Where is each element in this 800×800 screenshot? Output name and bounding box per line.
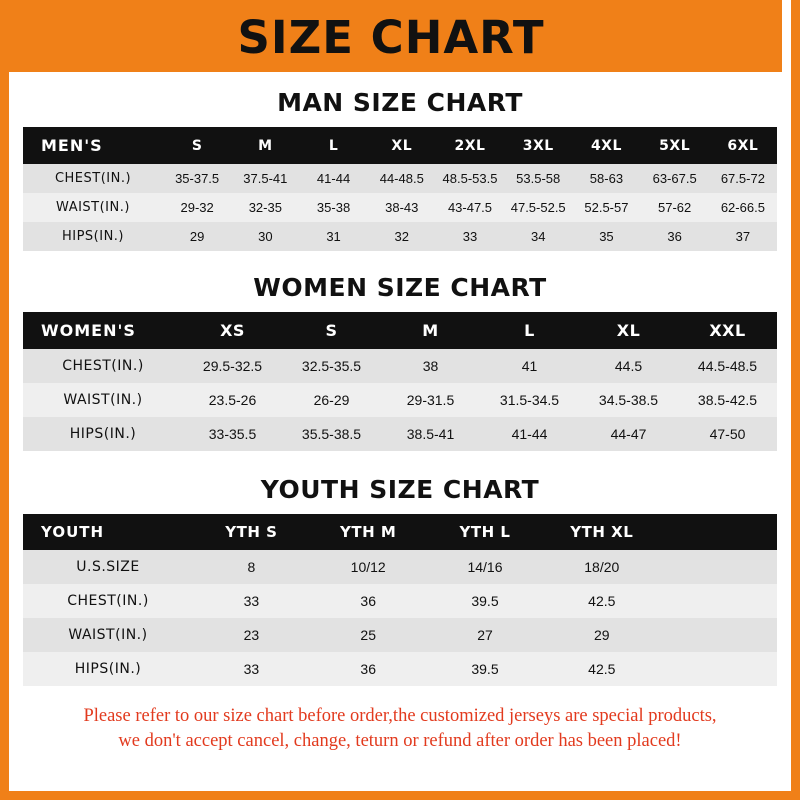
cell: 32.5-35.5: [282, 349, 381, 383]
cell: 38-43: [368, 193, 436, 222]
men-header-xl: XL: [368, 127, 436, 164]
cell: 8: [193, 550, 310, 584]
row-label: HIPS(IN.): [23, 222, 163, 251]
row-label: WAIST(IN.): [23, 193, 163, 222]
table-row: [23, 652, 777, 686]
content-area: [9, 88, 791, 754]
cell: 52.5-57: [572, 193, 640, 222]
women-header-xxl: XXL: [678, 312, 777, 349]
table-row: [23, 222, 777, 251]
cell: 58-63: [572, 164, 640, 193]
page-title: SIZE CHART: [237, 10, 545, 64]
men-header-label: MEN'S: [23, 127, 163, 164]
table-row: [23, 383, 777, 417]
men-header-m: M: [231, 127, 299, 164]
row-label: U.S.SIZE: [23, 550, 193, 584]
cell: 41-44: [299, 164, 367, 193]
cell: 37.5-41: [231, 164, 299, 193]
cell: 44-47: [579, 417, 678, 451]
cell: 30: [231, 222, 299, 251]
women-size-table: [23, 312, 777, 451]
cell: 44-48.5: [368, 164, 436, 193]
women-header-s: S: [282, 312, 381, 349]
men-header-2xl: 2XL: [436, 127, 504, 164]
footer-disclaimer: [23, 704, 777, 754]
cell: [660, 618, 777, 652]
cell: 33-35.5: [183, 417, 282, 451]
cell: 31.5-34.5: [480, 383, 579, 417]
youth-header-spacer: [660, 514, 777, 550]
youth-header-l: YTH L: [427, 514, 544, 550]
header-banner: [0, 0, 782, 72]
cell: 44.5-48.5: [678, 349, 777, 383]
cell: 33: [436, 222, 504, 251]
table-header-row: [23, 514, 777, 550]
cell: 47-50: [678, 417, 777, 451]
cell: 38: [381, 349, 480, 383]
youth-header-s: YTH S: [193, 514, 310, 550]
table-row: [23, 550, 777, 584]
cell: 39.5: [427, 584, 544, 618]
cell: 38.5-41: [381, 417, 480, 451]
cell: 53.5-58: [504, 164, 572, 193]
row-label: CHEST(IN.): [23, 349, 183, 383]
cell: 47.5-52.5: [504, 193, 572, 222]
table-row: [23, 584, 777, 618]
cell: 63-67.5: [641, 164, 709, 193]
cell: 39.5: [427, 652, 544, 686]
cell: 35.5-38.5: [282, 417, 381, 451]
man-section-title: MAN SIZE CHART: [277, 88, 523, 117]
row-label: CHEST(IN.): [23, 584, 193, 618]
cell: 27: [427, 618, 544, 652]
men-header-l: L: [299, 127, 367, 164]
table-row: [23, 193, 777, 222]
cell: 29: [543, 618, 660, 652]
cell: 32-35: [231, 193, 299, 222]
women-header-l: L: [480, 312, 579, 349]
row-label: HIPS(IN.): [23, 652, 193, 686]
row-label: CHEST(IN.): [23, 164, 163, 193]
cell: 29-31.5: [381, 383, 480, 417]
cell: 35-38: [299, 193, 367, 222]
cell: 38.5-42.5: [678, 383, 777, 417]
cell: 34.5-38.5: [579, 383, 678, 417]
men-header-3xl: 3XL: [504, 127, 572, 164]
cell: [660, 584, 777, 618]
cell: 57-62: [641, 193, 709, 222]
table-header-row: [23, 127, 777, 164]
footer-line-2: we don't accept cancel, change, teturn or refund after order has been placed!: [118, 730, 682, 751]
cell: 14/16: [427, 550, 544, 584]
row-label: WAIST(IN.): [23, 618, 193, 652]
row-label: HIPS(IN.): [23, 417, 183, 451]
women-header-m: M: [381, 312, 480, 349]
cell: 26-29: [282, 383, 381, 417]
cell: 29.5-32.5: [183, 349, 282, 383]
cell: 48.5-53.5: [436, 164, 504, 193]
youth-header-label: YOUTH: [23, 514, 193, 550]
cell: 32: [368, 222, 436, 251]
women-header-xs: XS: [183, 312, 282, 349]
cell: 31: [299, 222, 367, 251]
cell: [660, 550, 777, 584]
youth-size-table: [23, 514, 777, 686]
row-label: WAIST(IN.): [23, 383, 183, 417]
cell: 62-66.5: [709, 193, 777, 222]
youth-header-xl: YTH XL: [543, 514, 660, 550]
footer-line-1: Please refer to our size chart before order,the customized jerseys are special products,: [83, 706, 717, 726]
cell: 10/12: [310, 550, 427, 584]
cell: 23: [193, 618, 310, 652]
youth-header-m: YTH M: [310, 514, 427, 550]
cell: [660, 652, 777, 686]
table-header-row: [23, 312, 777, 349]
cell: 37: [709, 222, 777, 251]
cell: 33: [193, 652, 310, 686]
cell: 42.5: [543, 652, 660, 686]
women-header-xl: XL: [579, 312, 678, 349]
cell: 36: [310, 584, 427, 618]
cell: 42.5: [543, 584, 660, 618]
cell: 34: [504, 222, 572, 251]
cell: 29-32: [163, 193, 231, 222]
men-header-6xl: 6XL: [709, 127, 777, 164]
cell: 67.5-72: [709, 164, 777, 193]
men-header-4xl: 4XL: [572, 127, 640, 164]
cell: 41: [480, 349, 579, 383]
cell: 35-37.5: [163, 164, 231, 193]
youth-section-title: YOUTH SIZE CHART: [260, 475, 540, 504]
cell: 29: [163, 222, 231, 251]
women-header-label: WOMEN'S: [23, 312, 183, 349]
man-size-table: [23, 127, 777, 251]
cell: 36: [641, 222, 709, 251]
cell: 44.5: [579, 349, 678, 383]
cell: 18/20: [543, 550, 660, 584]
cell: 33: [193, 584, 310, 618]
women-section-title: WOMEN SIZE CHART: [253, 273, 547, 302]
cell: 36: [310, 652, 427, 686]
men-header-s: S: [163, 127, 231, 164]
table-row: [23, 349, 777, 383]
men-header-5xl: 5XL: [641, 127, 709, 164]
cell: 23.5-26: [183, 383, 282, 417]
cell: 43-47.5: [436, 193, 504, 222]
cell: 25: [310, 618, 427, 652]
table-row: [23, 417, 777, 451]
cell: 41-44: [480, 417, 579, 451]
table-row: [23, 618, 777, 652]
cell: 35: [572, 222, 640, 251]
table-row: [23, 164, 777, 193]
